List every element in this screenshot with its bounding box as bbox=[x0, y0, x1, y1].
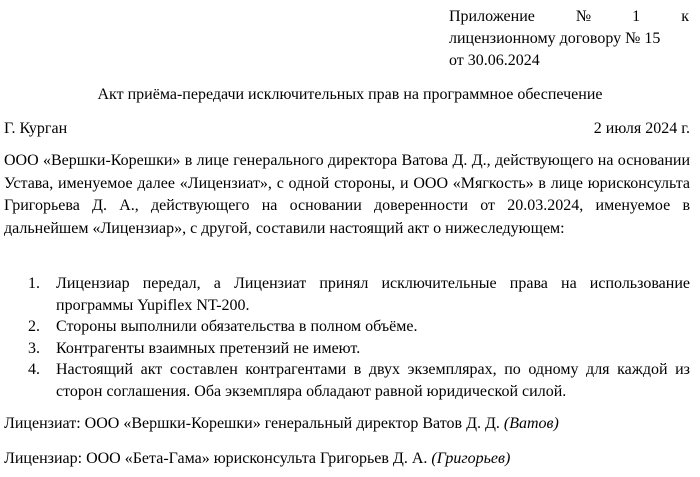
list-item-number: 1. bbox=[28, 275, 40, 292]
licensor-signature-line bbox=[4, 448, 690, 470]
place-date-row bbox=[4, 118, 690, 140]
licensee-text: Лицензиат: ООО «Вершки-Корешки» генеральный директор Ватов Д. Д. bbox=[4, 415, 500, 432]
licensee-signature-line bbox=[4, 413, 690, 435]
appendix-line-3: от 30.06.2024 bbox=[449, 52, 540, 69]
appendix-line-1 bbox=[449, 6, 689, 28]
list-item-text: Контрагенты взаимных претензий не имеют. bbox=[56, 339, 361, 357]
place: Г. Курган bbox=[4, 120, 68, 137]
licensor-sign: (Григорьев) bbox=[431, 450, 511, 467]
date: 2 июля 2024 г. bbox=[593, 120, 690, 137]
list-item bbox=[4, 316, 690, 338]
appendix-num-sign: № bbox=[575, 8, 592, 25]
list-item-text: Настоящий акт составлен контрагентами в двух экземплярах, по одному для каждой из сторон соглашения. Оба экземпляра обладают равной юридической силой. bbox=[56, 361, 690, 400]
list-item-number: 3. bbox=[28, 339, 40, 357]
appendix-line-2: лицензионному договору № 15 bbox=[449, 30, 661, 47]
list-item bbox=[4, 338, 690, 360]
list-item-number: 4. bbox=[28, 361, 40, 378]
licensee-sign: (Ватов) bbox=[503, 415, 559, 432]
list-item bbox=[4, 273, 690, 316]
appendix-number: 1 bbox=[632, 8, 641, 25]
appendix-word: Приложение bbox=[449, 8, 535, 25]
terms-list bbox=[4, 273, 690, 402]
intro-paragraph: ООО «Вершки-Корешки» в лице генерального директора Ватова Д. Д., действующего на основании Устава, именуемое далее «Лицензиат», с одной стороны, и ООО «Мягкость» в лице юрисконсульта Григорьева Д. А., действующего на основании доверенности от 20.03.2024, именуемое в дальнейшем «Лицензиар», с другой, составили настоящий акт о нижеследующем: bbox=[4, 152, 690, 237]
list-item-text: Лицензиар передал, а Лицензиат принял исключительные права на использование программы Yupiflex NT-200. bbox=[56, 275, 690, 314]
list-item-text: Стороны выполнили обязательства в полном объёме. bbox=[56, 318, 418, 335]
list-item-number: 2. bbox=[28, 318, 40, 335]
appendix-to: к bbox=[681, 8, 689, 25]
licensor-text: Лицензиар: ООО «Бета-Гама» юрисконсульта Григорьев Д. А. bbox=[4, 450, 428, 467]
appendix-header bbox=[449, 6, 689, 72]
list-item bbox=[4, 359, 690, 402]
document-title: Акт приёма-передачи исключительных прав на программное обеспечение bbox=[97, 86, 603, 103]
